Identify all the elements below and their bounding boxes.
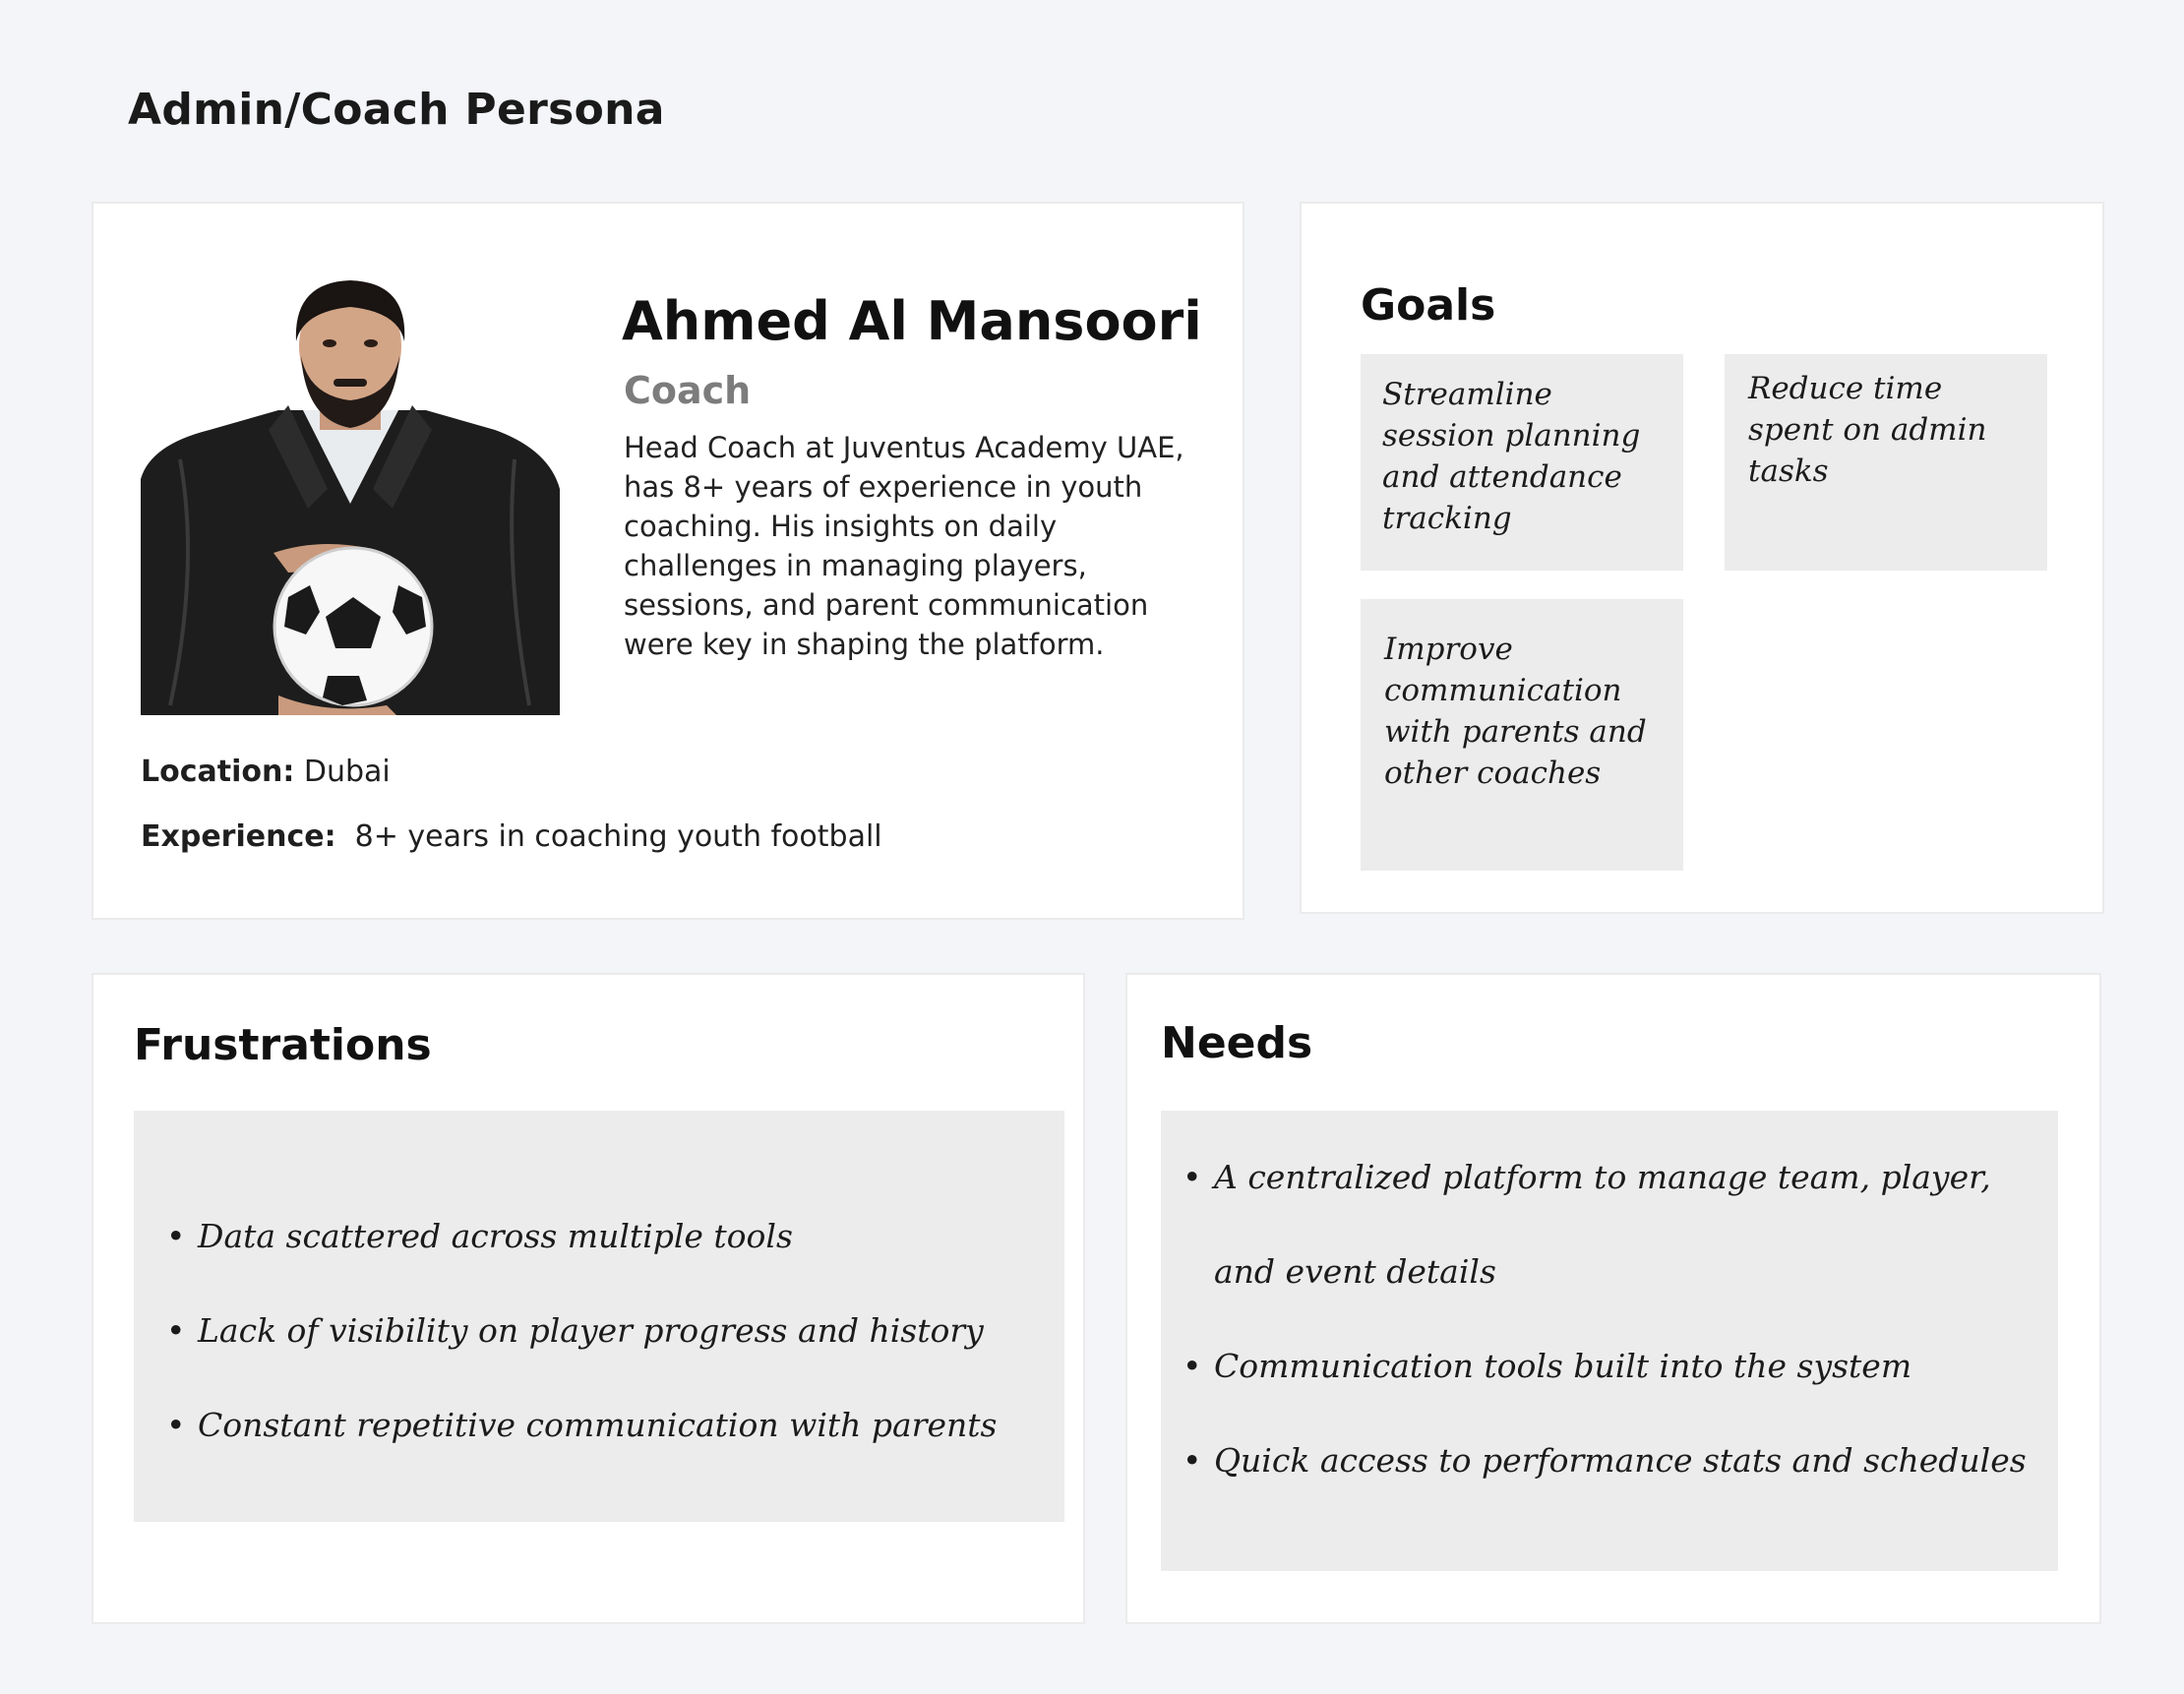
coach-with-football-icon	[141, 272, 560, 715]
goal-note: Streamline session planning and attendance tracking	[1361, 354, 1683, 571]
coach-photo	[141, 272, 560, 715]
frustrations-list	[134, 1111, 1064, 1522]
location-value: Dubai	[303, 755, 391, 789]
experience-row	[141, 819, 882, 854]
persona-bio: Head Coach at Juventus Academy UAE, has 8+ years of experience in youth coaching. His insights on daily challenges in managing players, sessions, and parent communication were key in shaping the platform.	[624, 431, 1184, 661]
goal-note: Reduce time spent on admin tasks	[1725, 354, 2047, 571]
needs-list	[1161, 1111, 2058, 1571]
frustrations-card	[91, 973, 1085, 1624]
list-item: • Lack of visibility on player progress and history	[166, 1311, 984, 1350]
location-row	[141, 755, 391, 789]
list-item: • A centralized platform to manage team, player, and event details	[1183, 1158, 1991, 1291]
list-item: • Constant repetitive communication with parents	[166, 1406, 998, 1444]
experience-value: 8+ years in coaching youth football	[354, 819, 882, 854]
persona-name: Ahmed Al Mansoori	[622, 290, 1202, 352]
frustrations-heading: Frustrations	[134, 1020, 432, 1070]
needs-card	[1125, 973, 2101, 1624]
list-item: • Data scattered across multiple tools	[166, 1217, 793, 1255]
page-title: Admin/Coach Persona	[128, 85, 665, 135]
goals-heading: Goals	[1361, 280, 1496, 331]
location-label: Location:	[141, 755, 295, 789]
list-item: • Communication tools built into the system	[1183, 1347, 1912, 1385]
list-item: • Quick access to performance stats and schedules	[1183, 1441, 2027, 1480]
goal-note: Improve communication with parents and other coaches	[1361, 599, 1683, 871]
profile-card	[91, 202, 1244, 920]
goals-card	[1300, 202, 2104, 914]
persona-role: Coach	[624, 369, 752, 412]
experience-label: Experience:	[141, 819, 336, 854]
needs-heading: Needs	[1161, 1018, 1313, 1068]
